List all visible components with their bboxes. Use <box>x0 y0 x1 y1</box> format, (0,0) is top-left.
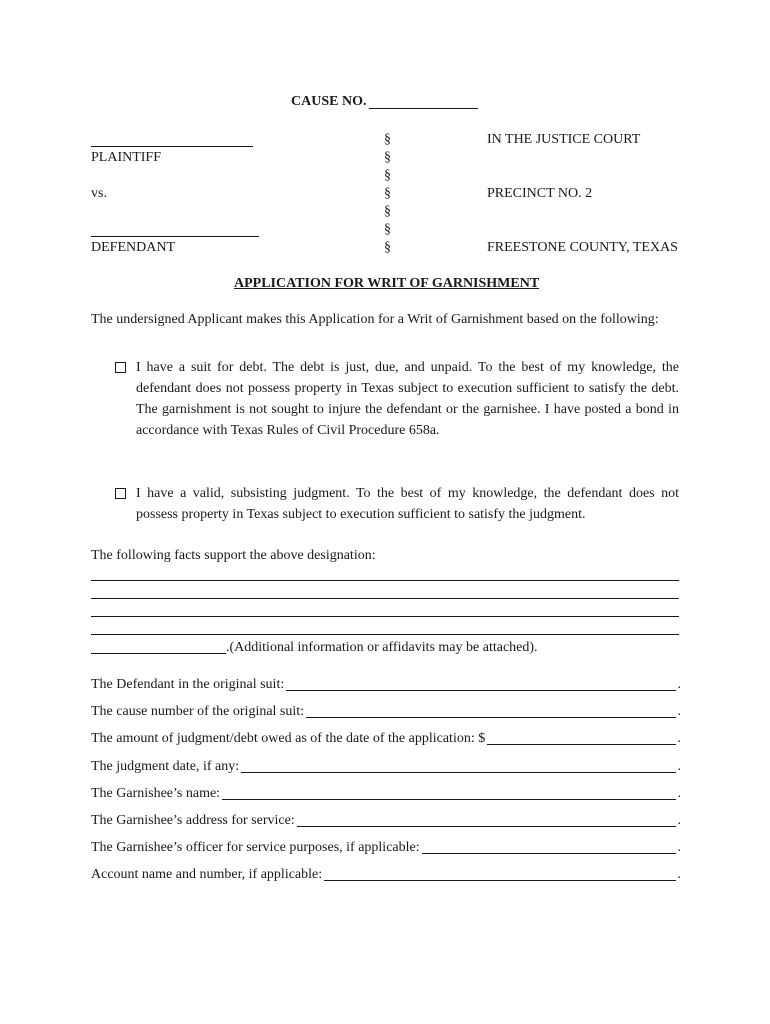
section-symbol: § <box>384 222 391 237</box>
field-label: The Garnishee’s officer for service purposes, if applicable: <box>91 840 420 855</box>
field-label: Account name and number, if applicable: <box>91 867 323 882</box>
judgment-date-row <box>91 758 681 776</box>
defendant-original-suit-row <box>91 676 681 694</box>
section-symbol: § <box>384 204 391 219</box>
field-suffix: . <box>677 813 681 828</box>
original-cause-number-field[interactable] <box>306 717 675 718</box>
account-name-number-field[interactable] <box>324 880 675 881</box>
court-label: IN THE JUSTICE COURT <box>487 132 641 147</box>
facts-line[interactable] <box>91 598 679 599</box>
facts-label: The following facts support the above designation: <box>91 548 376 563</box>
facts-line[interactable] <box>91 634 679 635</box>
intro-paragraph: The undersigned Applicant makes this Application for a Writ of Garnishment based on the following: <box>91 312 659 327</box>
field-label: The judgment date, if any: <box>91 759 240 774</box>
document-title: APPLICATION FOR WRIT OF GARNISHMENT <box>234 276 540 291</box>
field-suffix: . <box>677 704 681 719</box>
defendant-name-field[interactable] <box>91 236 259 237</box>
garnishee-officer-row <box>91 839 681 857</box>
vs-label: vs. <box>91 186 107 201</box>
section-symbol: § <box>384 132 391 147</box>
additional-info-note: .(Additional information or affidavits may be attached). <box>226 640 538 655</box>
field-label: The amount of judgment/debt owed as of the date of the application: $ <box>91 731 486 746</box>
field-label: The Garnishee’s name: <box>91 786 221 801</box>
judgment-amount-row <box>91 730 681 748</box>
cause-number-field[interactable] <box>369 108 478 109</box>
defendant-label: DEFENDANT <box>91 240 175 255</box>
garnishee-address-field[interactable] <box>297 826 676 827</box>
precinct-label: PRECINCT NO. 2 <box>487 186 593 201</box>
option-text-valid-judgment: I have a valid, subsisting judgment. To the best of my knowledge, the defendant does not possess property in Texas subject to execution sufficient to satisfy the judgment. <box>136 486 679 522</box>
field-suffix: . <box>677 867 681 882</box>
facts-line[interactable] <box>91 616 679 617</box>
judgment-amount-field[interactable] <box>487 744 675 745</box>
field-label: The Defendant in the original suit: <box>91 677 285 692</box>
option-checkbox-suit-for-debt[interactable] <box>115 362 126 373</box>
field-suffix: . <box>677 786 681 801</box>
section-symbol: § <box>384 168 391 183</box>
account-name-number-row <box>91 866 681 884</box>
garnishee-officer-field[interactable] <box>422 853 676 854</box>
garnishee-name-field[interactable] <box>222 799 675 800</box>
judgment-date-field[interactable] <box>241 772 675 773</box>
county-label: FREESTONE COUNTY, TEXAS <box>487 240 678 255</box>
section-symbol: § <box>384 186 391 201</box>
facts-line-short[interactable] <box>91 653 226 654</box>
cause-number-label: CAUSE NO. <box>291 94 367 109</box>
field-suffix: . <box>677 731 681 746</box>
section-symbol: § <box>384 150 391 165</box>
facts-line[interactable] <box>91 580 679 581</box>
field-suffix: . <box>677 677 681 692</box>
section-symbol: § <box>384 240 391 255</box>
plaintiff-name-field[interactable] <box>91 146 253 147</box>
field-suffix: . <box>677 840 681 855</box>
field-label: The cause number of the original suit: <box>91 704 305 719</box>
option-text-suit-for-debt: I have a suit for debt. The debt is just, due, and unpaid. To the best of my knowledge, the defendant does not possess property in Texas subject to execution sufficient to satisfy the debt. The garnishment is not sought to injure the defendant or the garnishee. I have posted a bond in accordance with Texas Rules of Civil Procedure 658a. <box>136 360 679 438</box>
garnishee-name-row <box>91 785 681 803</box>
option-checkbox-valid-judgment[interactable] <box>115 488 126 499</box>
plaintiff-label: PLAINTIFF <box>91 150 162 165</box>
original-cause-number-row <box>91 703 681 721</box>
field-suffix: . <box>677 759 681 774</box>
field-label: The Garnishee’s address for service: <box>91 813 295 828</box>
defendant-original-suit-field[interactable] <box>286 690 675 691</box>
garnishee-address-row <box>91 812 681 830</box>
